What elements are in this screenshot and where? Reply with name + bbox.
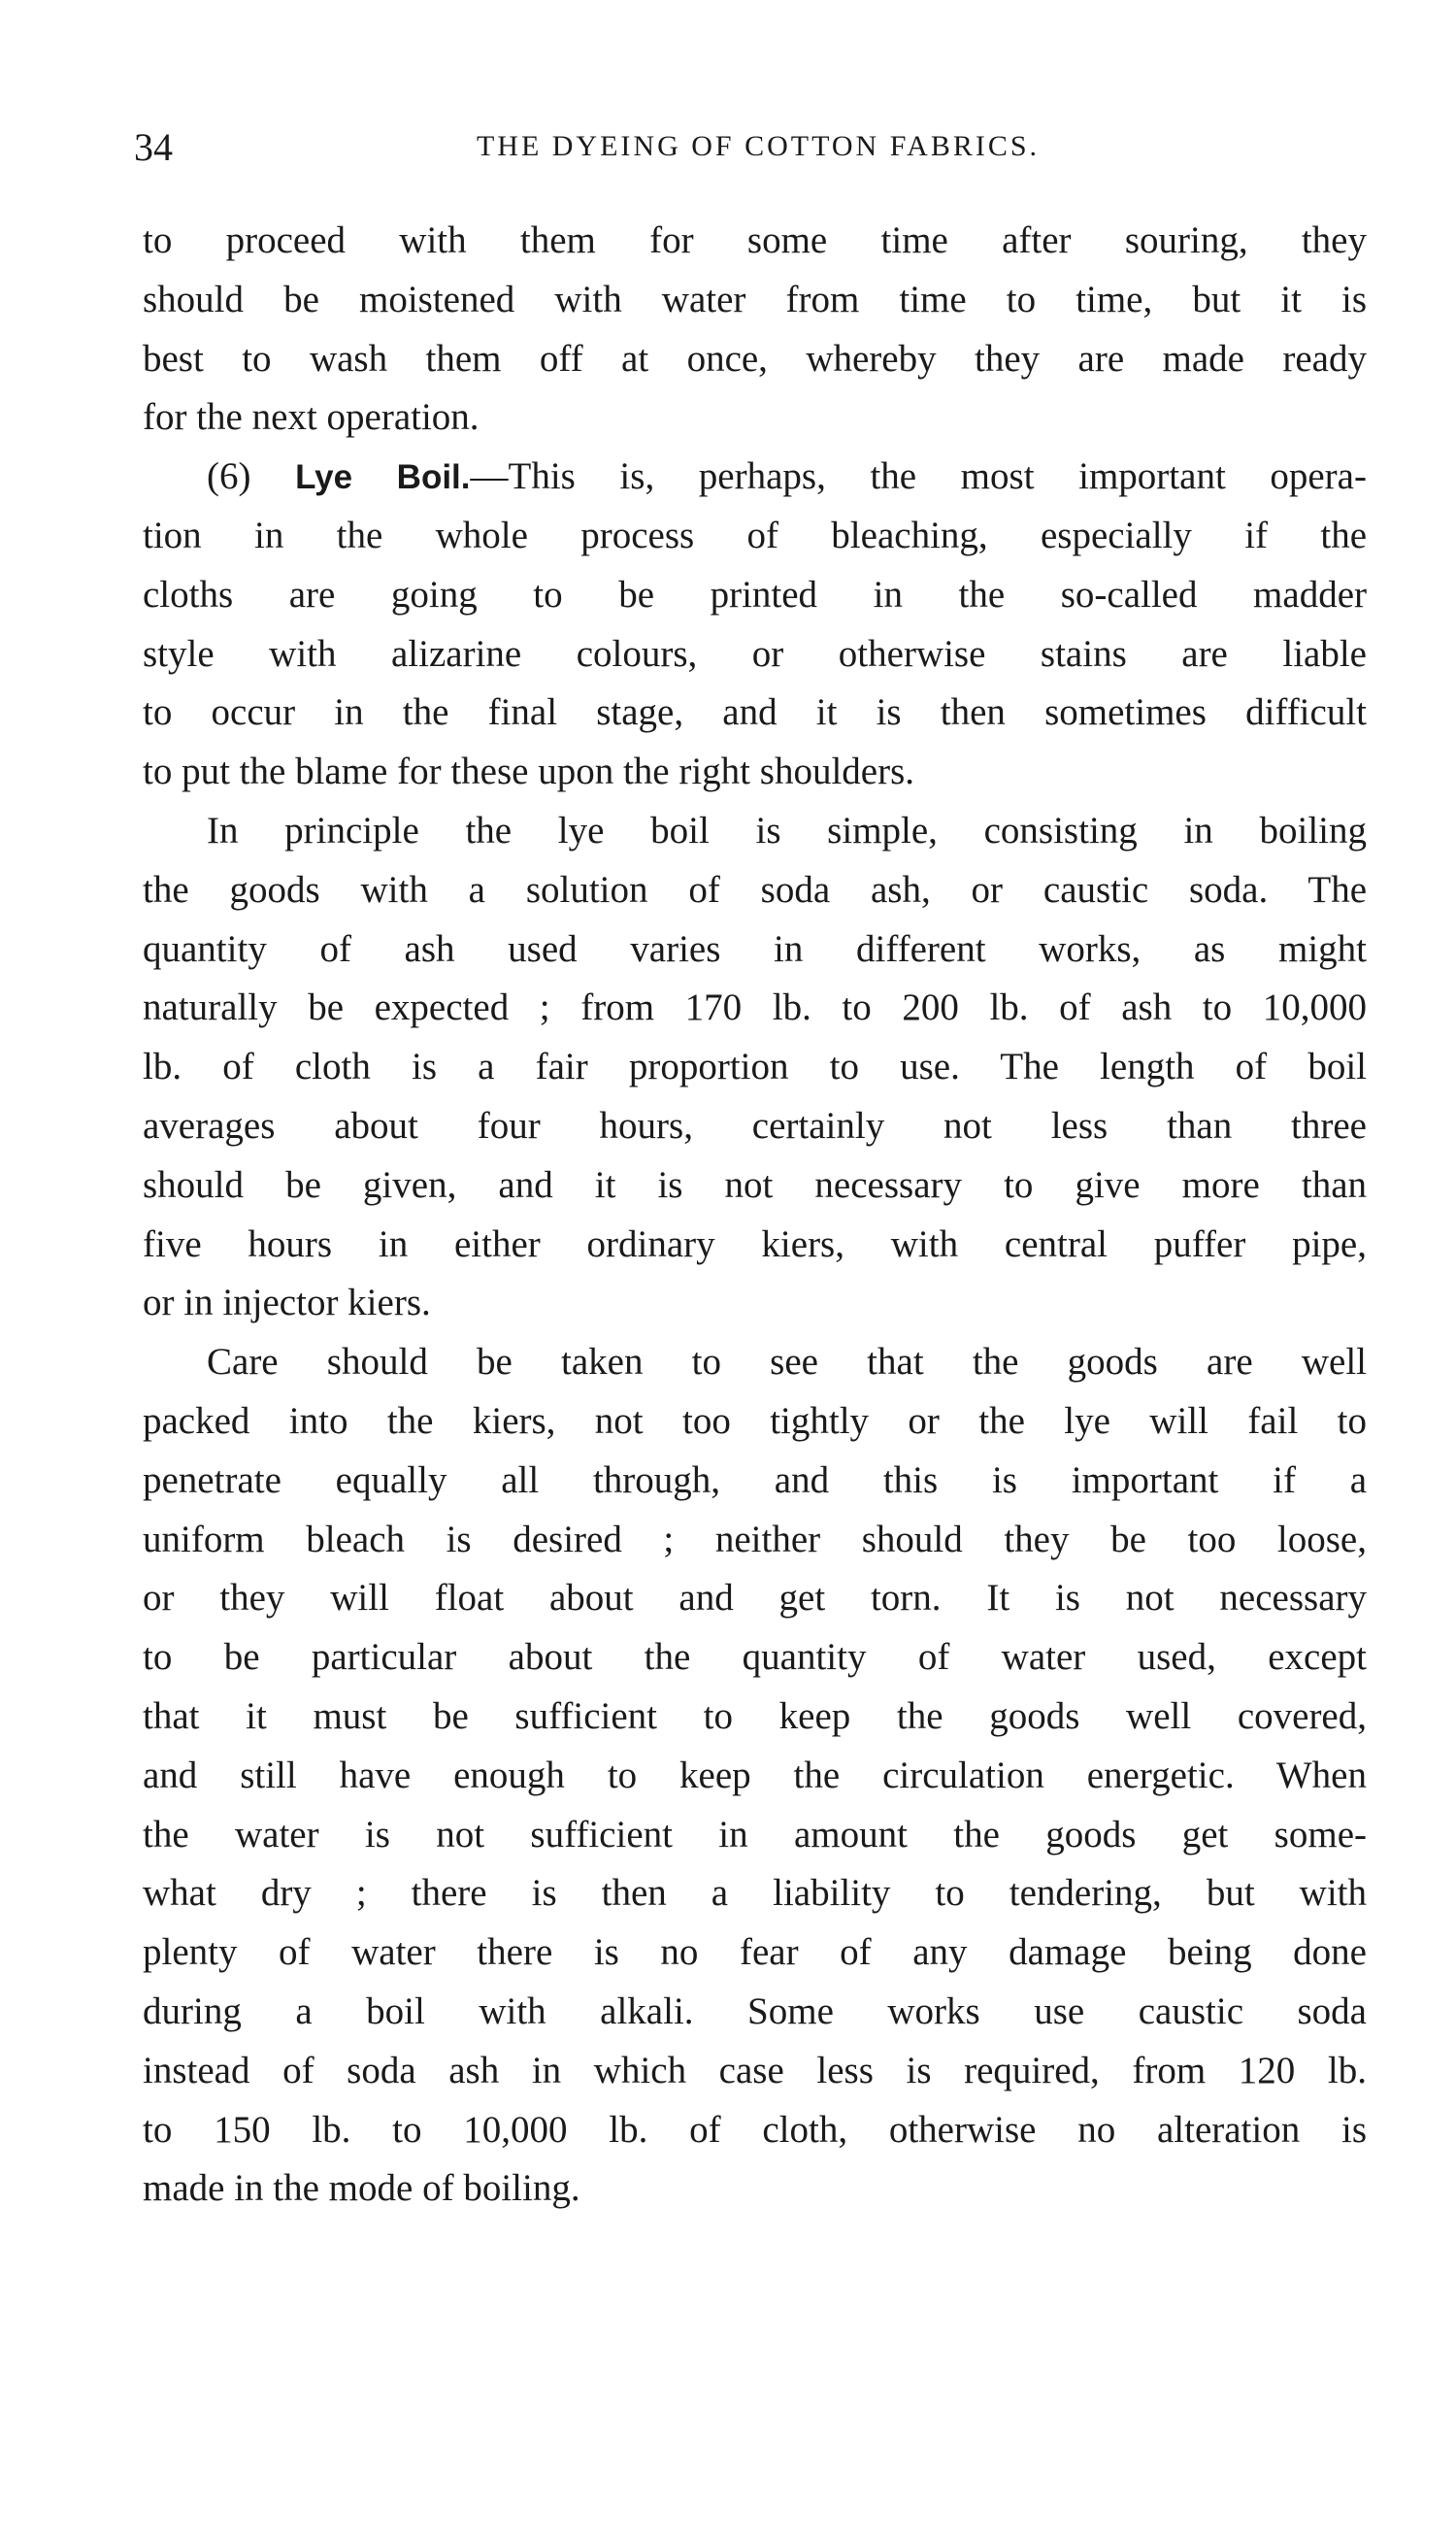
text-line: instead of soda ash in which case less is required, from 120 lb. <box>143 2049 1367 2091</box>
paragraph <box>143 802 1367 1333</box>
text-line: what dry ; there is then a liability to tendering, but with <box>143 1872 1367 1915</box>
text-line: to proceed with them for some time after souring, they <box>143 219 1367 261</box>
text-line: to 150 lb. to 10,000 lb. of cloth, otherwise no alteration is <box>143 2108 1367 2151</box>
text-line: that it must be sufficient to keep the goods well covered, <box>143 1694 1367 1737</box>
text-line: to put the blame for these upon the right shoulders. <box>143 751 915 793</box>
text-line: or they will float about and get torn. It is not necessary <box>143 1577 1367 1620</box>
text-line: In principle the lye boil is simple, consisting in boiling <box>207 809 1367 852</box>
text-line: the water is not sufficient in amount the goods get some- <box>143 1813 1367 1856</box>
text-line: plenty of water there is no fear of any damage being done <box>143 1931 1367 1974</box>
text-line: cloths are going to be printed in the so-called madder <box>143 573 1367 616</box>
text-line <box>143 448 1367 507</box>
paragraph <box>143 448 1367 802</box>
running-title: THE DYEING OF COTTON FABRICS. <box>476 130 1041 162</box>
paragraph <box>143 1333 1367 2219</box>
text-line: naturally be expected ; from 170 lb. to 200 lb. of ash to 10,000 <box>143 986 1367 1029</box>
paragraph <box>143 212 1367 448</box>
text-line: should be given, and it is not necessary to give more than <box>143 1163 1367 1206</box>
text-line: lb. of cloth is a fair proportion to use. The length of boil <box>143 1046 1367 1088</box>
text-line: the goods with a solution of soda ash, or caustic soda. The <box>143 868 1367 911</box>
text-line: uniform bleach is desired ; neither should they be too loose, <box>143 1518 1367 1560</box>
text-line: to occur in the final stage, and it is then sometimes difficult <box>143 691 1367 734</box>
line-text: —This is, perhaps, the most important opera- <box>470 455 1367 498</box>
text-line: and still have enough to keep the circulation energetic. When <box>143 1754 1367 1796</box>
text-line: best to wash them off at once, whereby they are made ready <box>143 337 1367 380</box>
text-line: averages about four hours, certainly not less than three <box>143 1104 1367 1147</box>
text-line: five hours in either ordinary kiers, with central puffer pipe, <box>143 1222 1367 1265</box>
section-number: (6) <box>207 455 296 498</box>
text-line: for the next operation. <box>143 396 480 439</box>
page-body <box>143 212 1367 2219</box>
section-heading: Lye Boil. <box>295 458 471 497</box>
text-line: during a boil with alkali. Some works use caustic soda <box>143 1989 1367 2032</box>
text-line: style with alizarine colours, or otherwise stains are liable <box>143 632 1367 675</box>
text-line: made in the mode of boiling. <box>143 2167 580 2210</box>
text-line: penetrate equally all through, and this is important if a <box>143 1458 1367 1501</box>
text-line: should be moistened with water from time to time, but it is <box>143 278 1367 320</box>
text-line: tion in the whole process of bleaching, especially if the <box>143 514 1367 556</box>
text-line: or in injector kiers. <box>143 1282 431 1324</box>
text-line: to be particular about the quantity of water used, except <box>143 1636 1367 1679</box>
text-line: Care should be taken to see that the goods are well <box>207 1341 1367 1384</box>
page-number: 34 <box>134 125 173 169</box>
text-line: quantity of ash used varies in different works, as might <box>143 927 1367 970</box>
text-line: packed into the kiers, not too tightly or the lye will fail to <box>143 1399 1367 1442</box>
